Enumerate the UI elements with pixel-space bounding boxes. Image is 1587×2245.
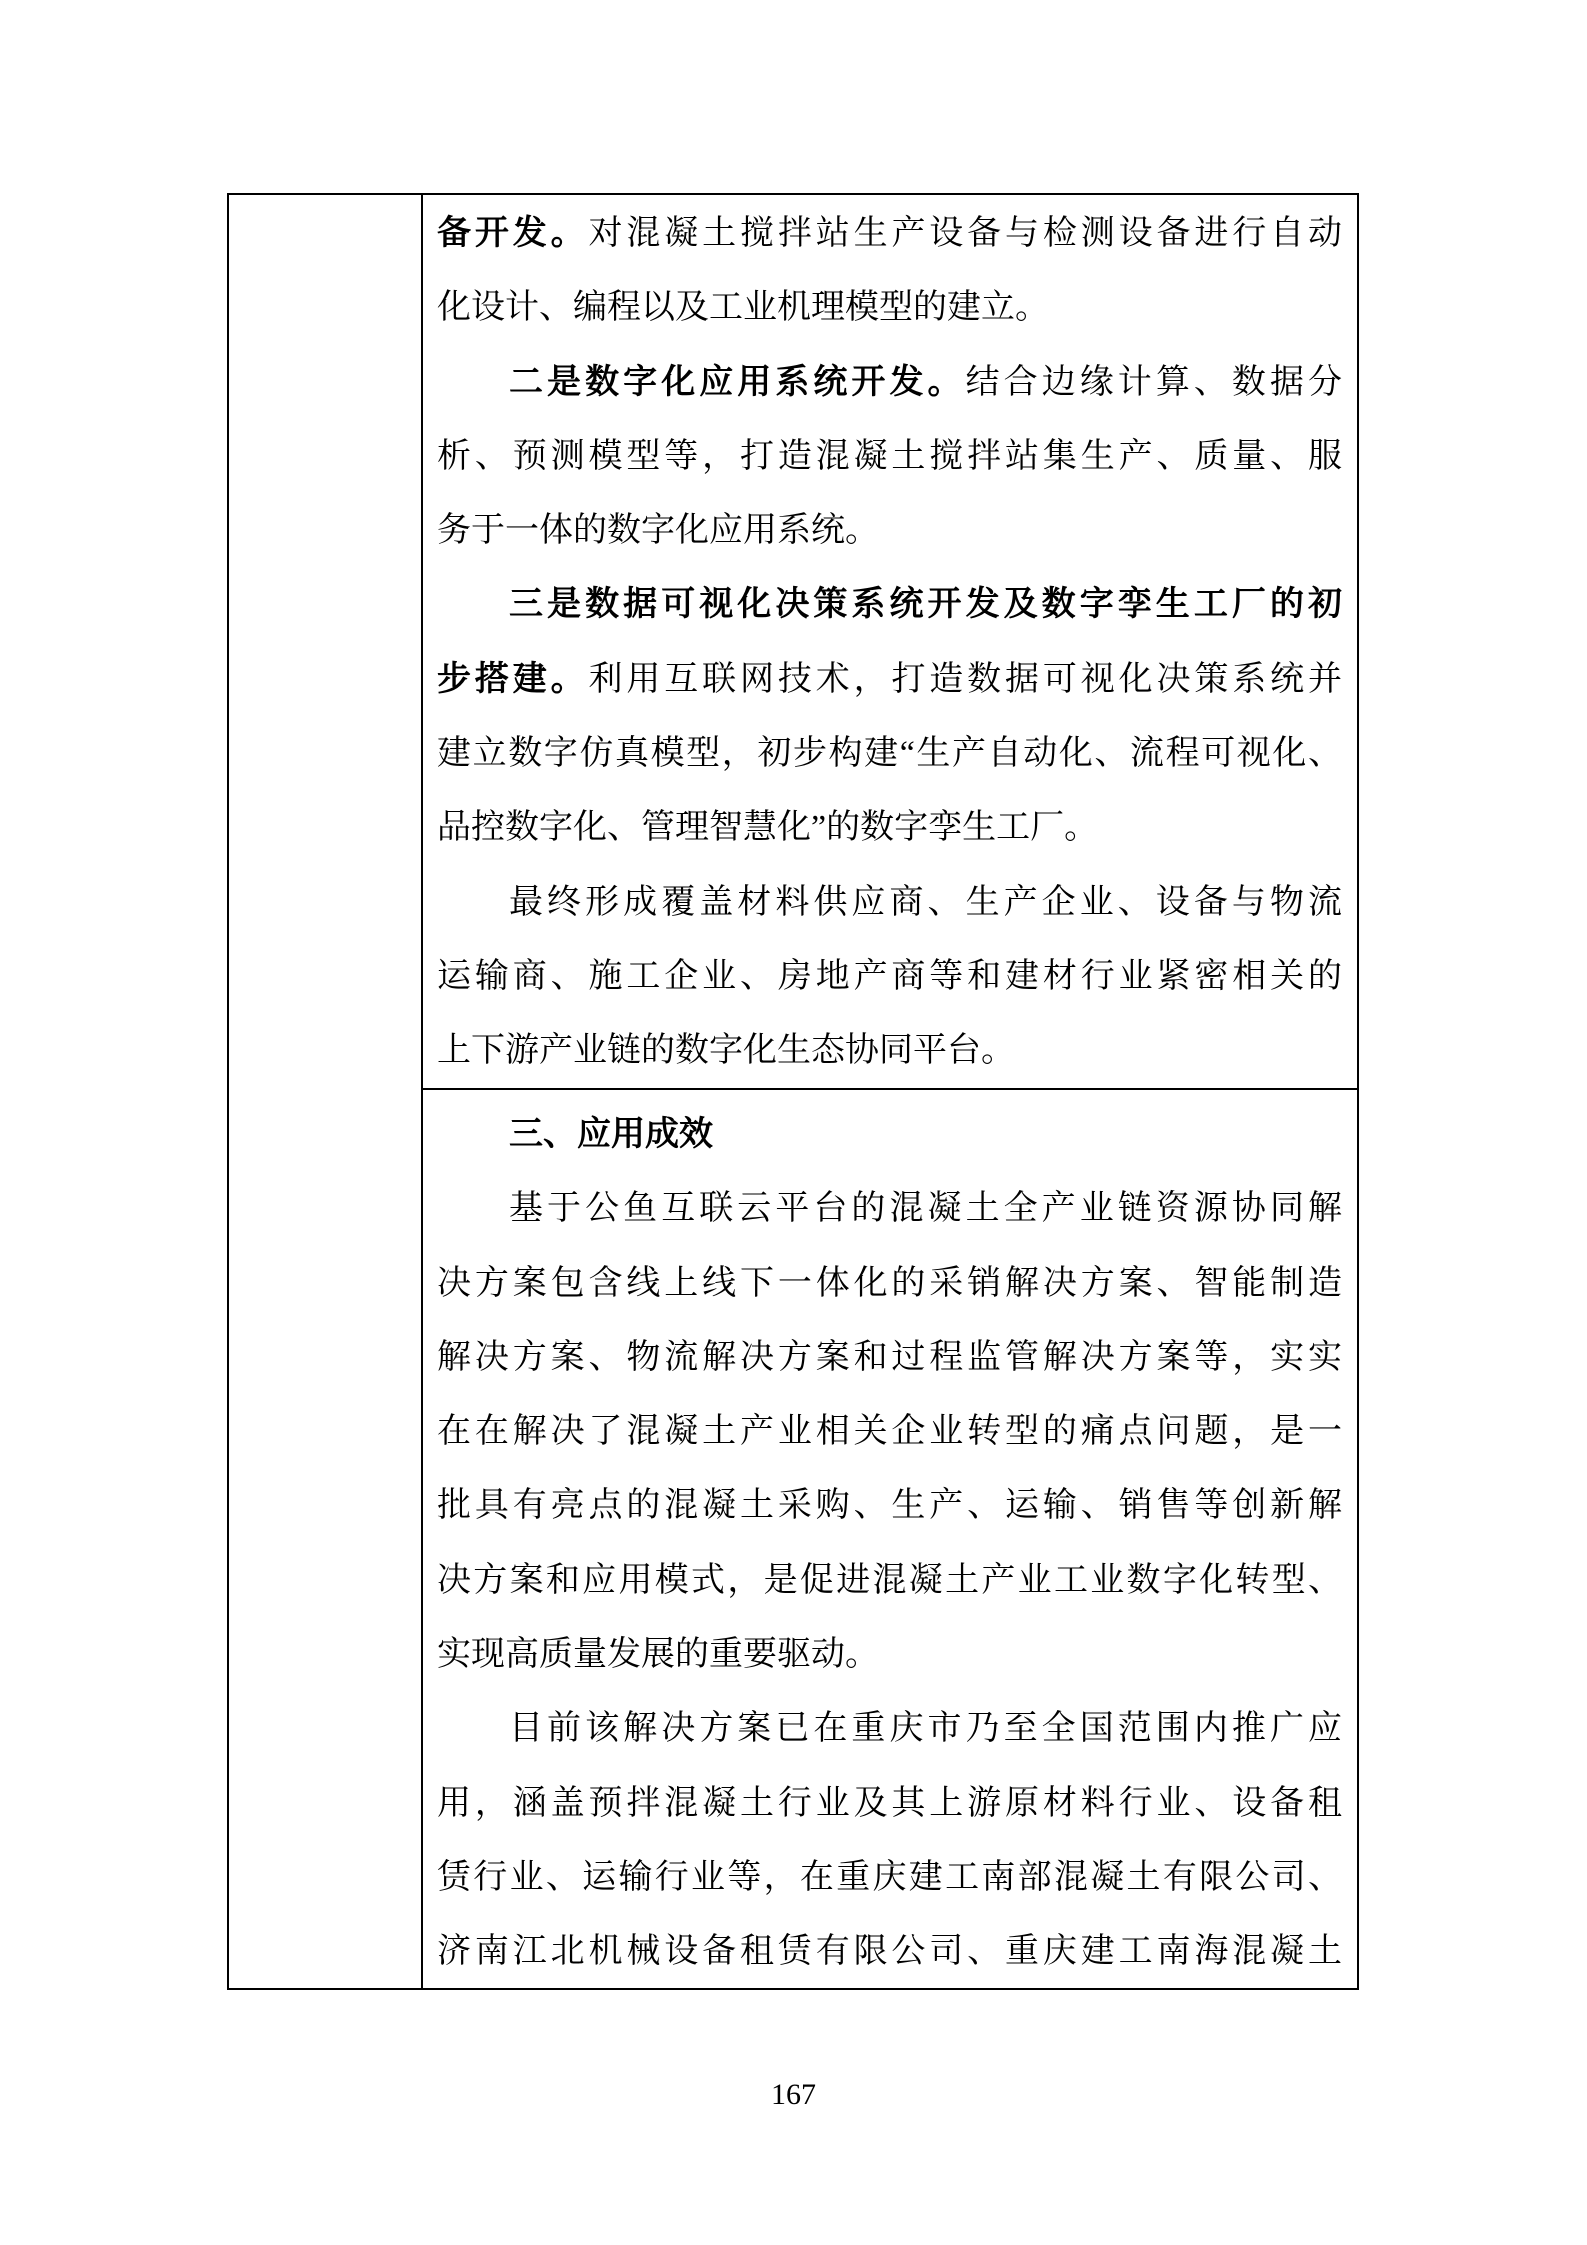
text-run: 上下游产业链的数字化生态协同平台。 bbox=[437, 1032, 1015, 1070]
bold-text-run: 三是数据可视化决策系统开发及数字孪生工厂的初 bbox=[509, 586, 1342, 624]
text-run: 对混凝土搅拌站生产设备与检测设备进行自动 bbox=[588, 215, 1343, 252]
table-text-column bbox=[423, 195, 1357, 1988]
text-line bbox=[437, 271, 1342, 345]
text-line bbox=[437, 1915, 1342, 1988]
page-number: 167 bbox=[771, 2078, 816, 2111]
content-table bbox=[227, 193, 1359, 1990]
text-run: 运输商、施工企业、房地产商等和建材行业紧密相关的 bbox=[437, 957, 1342, 995]
bold-text-run: 步搭建。 bbox=[437, 660, 589, 698]
text-run: 决方案包含线上线下一体化的采销解决方案、智能制造 bbox=[437, 1264, 1342, 1302]
text-line bbox=[437, 1618, 1342, 1692]
bold-text-run: 二是数字化应用系统开发。 bbox=[509, 363, 966, 401]
text-run: 批具有亮点的混凝土采购、生产、运输、销售等创新解 bbox=[437, 1487, 1342, 1525]
text-line bbox=[437, 568, 1342, 642]
text-run: 结合边缘计算、数据分 bbox=[965, 363, 1343, 401]
text-line bbox=[437, 1544, 1342, 1618]
text-run: 品控数字化、管理智慧化”的数字孪生工厂。 bbox=[437, 809, 1099, 847]
text-line bbox=[437, 791, 1342, 865]
text-line bbox=[437, 866, 1342, 940]
text-line bbox=[437, 494, 1342, 568]
text-line bbox=[437, 420, 1342, 494]
text-line bbox=[437, 717, 1342, 791]
text-run: 实现高质量发展的重要驱动。 bbox=[437, 1636, 879, 1674]
table-cell-row-1 bbox=[423, 195, 1357, 1090]
text-run: 决方案和应用模式，是促进混凝土产业工业数字化转型、 bbox=[437, 1561, 1342, 1599]
text-run: 析、预测模型等，打造混凝土搅拌站集生产、质量、服 bbox=[437, 437, 1342, 475]
text-run: 济南江北机械设备租赁有限公司、重庆建工南海混凝土 bbox=[437, 1933, 1342, 1971]
table-left-column-cell bbox=[229, 195, 423, 1988]
text-line bbox=[437, 1098, 1342, 1172]
text-run: 解决方案、物流解决方案和过程监管解决方案等，实实 bbox=[437, 1338, 1342, 1376]
text-run: 务于一体的数字化应用系统。 bbox=[437, 512, 879, 550]
text-line bbox=[437, 1014, 1342, 1088]
text-line bbox=[437, 940, 1342, 1014]
table-cell-row-2 bbox=[423, 1090, 1357, 1988]
text-run: 化设计、编程以及工业机理模型的建立。 bbox=[437, 289, 1049, 327]
text-line bbox=[437, 1469, 1342, 1543]
text-run: 目前该解决方案已在重庆市乃至全国范围内推广应 bbox=[509, 1710, 1342, 1748]
text-run: 用，涵盖预拌混凝土行业及其上游原材料行业、设备租 bbox=[437, 1784, 1342, 1822]
text-line bbox=[437, 643, 1342, 717]
text-line bbox=[437, 197, 1342, 271]
text-line bbox=[437, 1692, 1342, 1766]
bold-text-run: 三、应用成效 bbox=[509, 1116, 713, 1153]
text-line bbox=[437, 1247, 1342, 1321]
text-line bbox=[437, 1395, 1342, 1469]
text-line bbox=[437, 1841, 1342, 1915]
text-line bbox=[437, 1767, 1342, 1841]
text-line bbox=[437, 1172, 1342, 1246]
text-run: 在在解决了混凝土产业相关企业转型的痛点问题，是一 bbox=[437, 1413, 1342, 1451]
text-line bbox=[437, 1321, 1342, 1395]
text-run: 最终形成覆盖材料供应商、生产企业、设备与物流 bbox=[509, 883, 1342, 921]
bold-text-run: 备开发。 bbox=[437, 215, 589, 252]
text-run: 赁行业、运输行业等，在重庆建工南部混凝土有限公司、 bbox=[437, 1858, 1342, 1896]
text-run: 基于公鱼互联云平台的混凝土全产业链资源协同解 bbox=[509, 1190, 1342, 1228]
text-run: 利用互联网技术，打造数据可视化决策系统并 bbox=[588, 660, 1343, 698]
text-line bbox=[437, 346, 1342, 420]
text-run: 建立数字仿真模型，初步构建“生产自动化、流程可视化、 bbox=[437, 735, 1342, 773]
